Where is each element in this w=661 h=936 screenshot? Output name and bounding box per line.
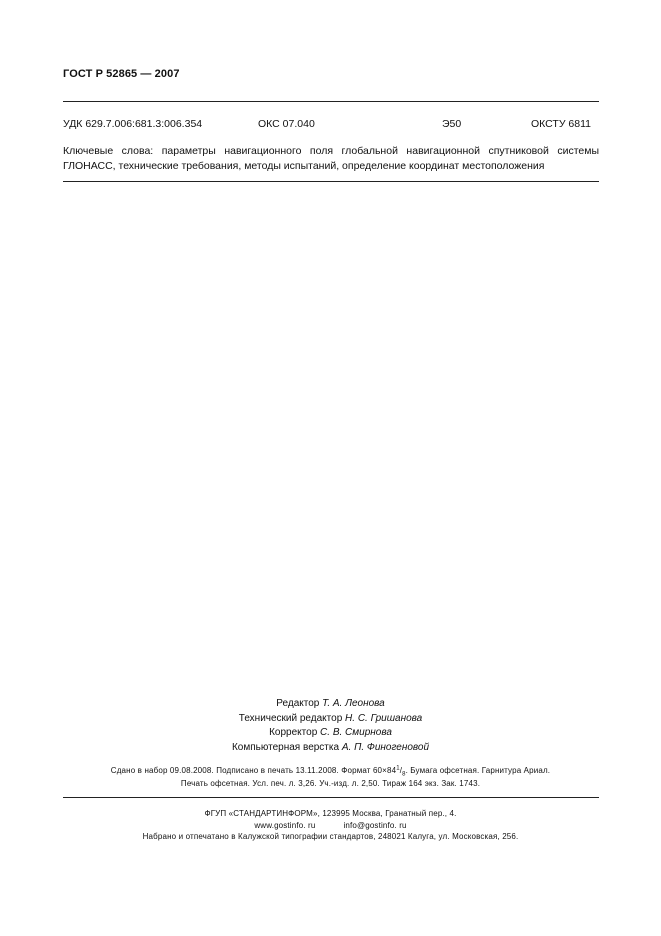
publisher-contacts <box>0 820 661 832</box>
print-info-line-2: Печать офсетная. Усл. печ. л. 3,26. Уч.-изд. л. 2,50. Тираж 164 экз. Зак. 1743. <box>180 778 481 788</box>
print-info-line-1: Сдано в набор 09.08.2008. Подписано в печать 13.11.2008. Формат $60\times 84^1/_8$. Бумага офсетная. Гарнитура Ариал. <box>110 765 551 778</box>
publisher-website: www.gostinfo. ru <box>254 820 316 830</box>
standard-number: ГОСТ Р 52865 — 2007 <box>63 68 180 80</box>
publisher-email: info@gostinfo. ru <box>343 820 407 830</box>
print-info <box>0 765 661 790</box>
credit-corrector: Корректор С. В. Смирнова <box>269 727 392 738</box>
okstu-code: ОКСТУ 6811 <box>531 118 591 130</box>
credit-tech-editor: Технический редактор Н. С. Гришанова <box>238 712 423 724</box>
credit-layout: Компьютерная верстка А. П. Финогеновой <box>231 741 430 753</box>
divider-bottom <box>63 797 599 798</box>
publisher-address: ФГУП «СТАНДАРТИНФОРМ», 123995 Москва, Гранатный пер., 4. <box>204 809 457 818</box>
keywords-line-2: ГЛОНАСС, технические требования, методы испытаний, определение координат местоположения <box>63 160 545 172</box>
udc-code: УДК 629.7.006:681.3:006.354 <box>63 118 203 130</box>
credits-block <box>0 697 661 755</box>
divider-keywords <box>63 181 599 182</box>
keywords-line-1: Ключевые слова: параметры навигационного поля глобальной навигационной спутниковой системы <box>63 145 599 157</box>
group-code: Э50 <box>442 118 462 130</box>
credit-editor: Редактор Т. А. Леонова <box>276 698 385 709</box>
printing-house: Набрано и отпечатано в Калужской типографии стандартов, 248021 Калуга, ул. Московская, 256. <box>142 832 519 841</box>
publisher-info <box>0 808 661 843</box>
oks-code: ОКС 07.040 <box>258 118 315 130</box>
keywords <box>63 144 599 174</box>
divider-top <box>63 101 599 102</box>
